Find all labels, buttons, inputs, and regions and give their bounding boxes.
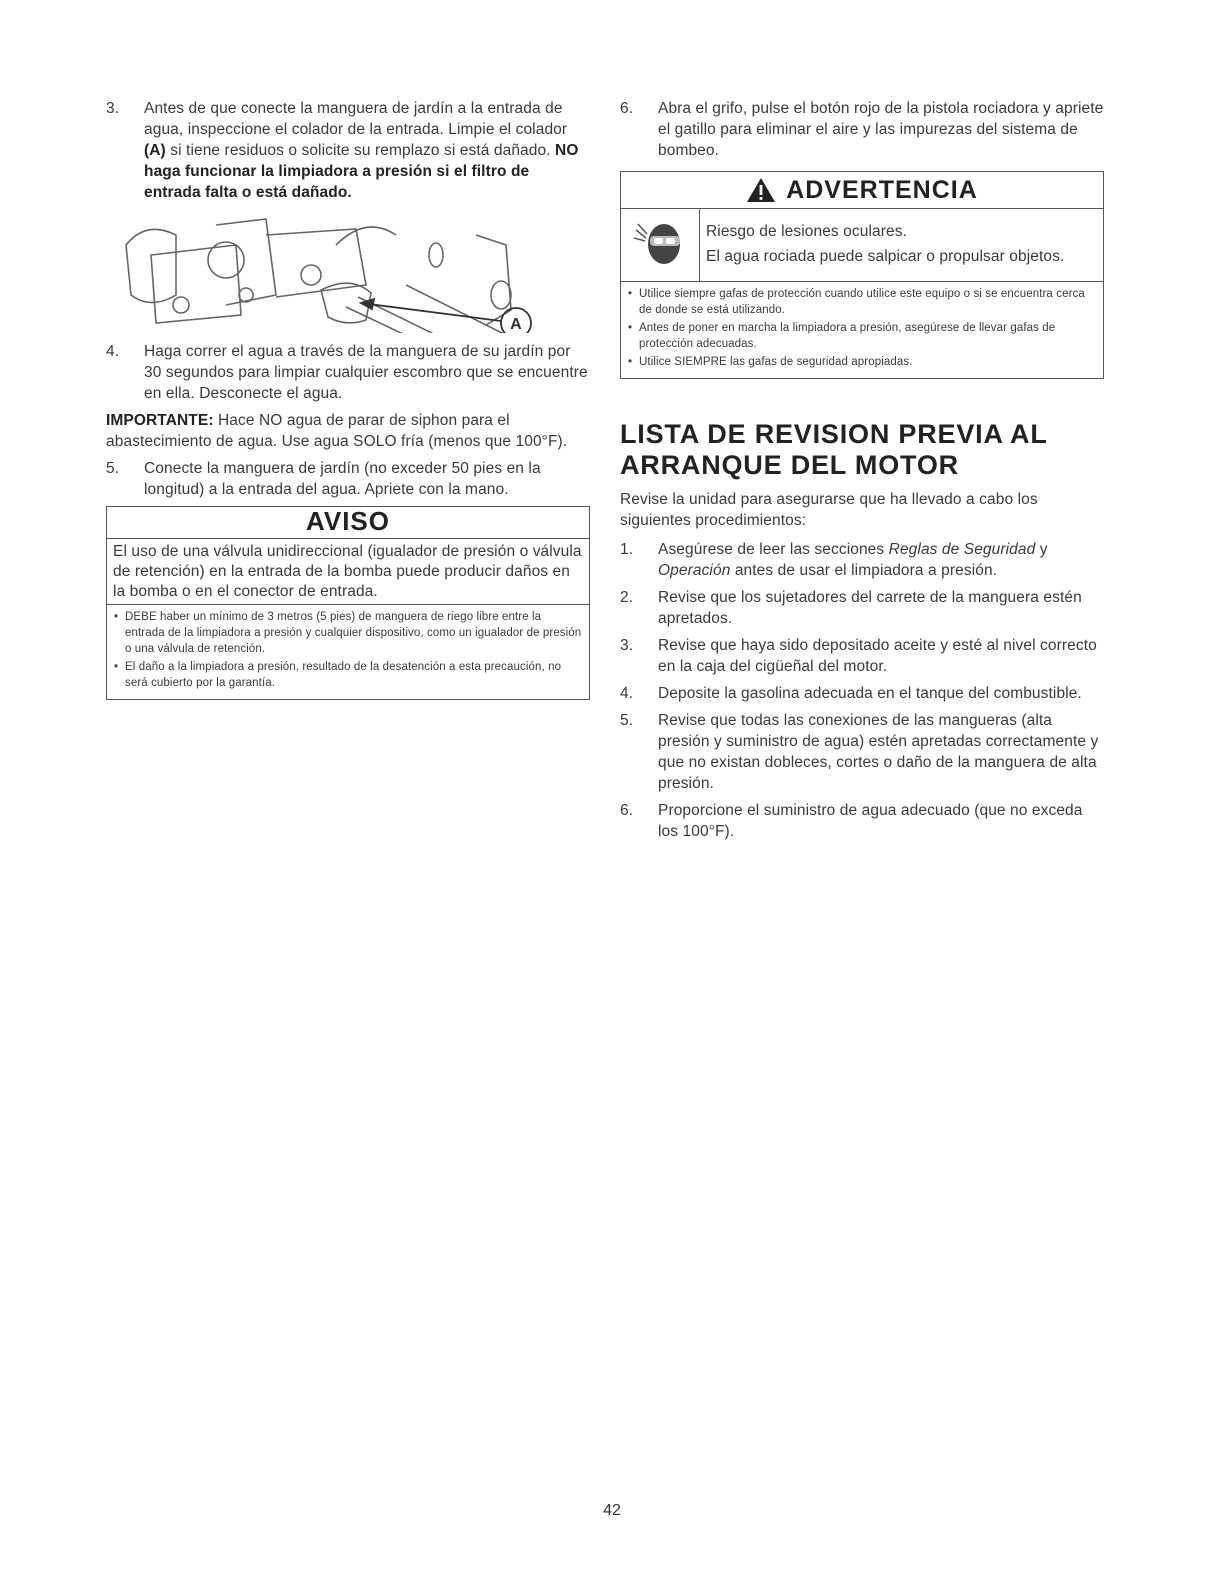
list-item: • El daño a la limpiadora a presión, resultado de la desatención a esta precaución, no será cubierto por la garantía. (113, 659, 583, 691)
list-item: • Antes de poner en marcha la limpiadora a presión, asegúrese de llevar gafas de protección adecuadas. (627, 320, 1097, 352)
advertencia-title: ADVERTENCIA (786, 175, 978, 204)
callout-a-label: A (510, 316, 522, 333)
warning-triangle-icon (746, 177, 776, 203)
checklist-item: 5. Revise que todas las conexiones de las mangueras (alta presión y suministro de agua) estén apretadas correctamente y que no existan dobleces, cortes o daño de la manguera de alta presión. (620, 712, 1099, 792)
important-note (106, 410, 590, 452)
step-number: 1. (620, 541, 634, 558)
step-number: 5. (106, 460, 120, 477)
advertencia-bullets (621, 282, 1103, 378)
advertencia-box (620, 171, 1104, 379)
step-text: Conecte la manguera de jardín (no exceder 50 pies en la longitud) a la entrada del agua. Apriete con la mano. (144, 460, 541, 498)
important-text: Hace NO agua de parar de siphon para el abastecimiento de agua. Use agua SOLO fría (menos que 100°F). (106, 412, 568, 450)
checklist-item: 2. Revise que los sujetadores del carrete de la manguera estén apretados. (620, 589, 1082, 627)
list-item: • Utilice siempre gafas de protección cuando utilice este equipo o si se encuentra cerca de donde se está utilizando. (627, 286, 1097, 318)
section-ref: Reglas de Seguridad (888, 541, 1036, 558)
list-item: • Utilice SIEMPRE las gafas de seguridad apropiadas. (627, 354, 1097, 370)
step-6 (620, 98, 1104, 161)
step-text: Antes de que conecte la manguera de jardín a la entrada de agua, inspeccione el colador de la entrada. Limpie el colador (A) si tiene residuos o solicite su remplazo si está dañado. NO haga funcionar la limpiadora a presión si el filtro de entrada falta o está dañado. (144, 100, 579, 201)
left-column (106, 98, 590, 700)
section-ref: Operación (658, 562, 731, 579)
checklist-item: 6. Proporcione el suministro de agua adecuado (que no exceda los 100°F). (620, 802, 1083, 840)
hazard-line-2: El agua rociada puede salpicar o propulsar objetos. (706, 248, 1065, 265)
aviso-box (106, 506, 590, 700)
advertencia-hazard-text (700, 209, 1070, 281)
step-4 (106, 341, 590, 404)
safety-goggles-icon (621, 209, 700, 281)
aviso-title: AVISO (107, 507, 589, 539)
right-column (620, 98, 1104, 848)
step-number: 6. (620, 100, 634, 117)
step-text: Abra el grifo, pulse el botón rojo de la pistola rociadora y apriete el gatillo para eliminar el aire y las impurezas del sistema de bombeo. (658, 100, 1104, 159)
step-text: Haga correr el agua a través de la manguera de su jardín por 30 segundos para limpiar cualquier escombro que se encuentre en ella. Desconecte el agua. (144, 343, 588, 402)
step-5 (106, 458, 590, 500)
advertencia-hazard (621, 209, 1103, 282)
step-number: 4. (106, 343, 120, 360)
aviso-bullets (107, 605, 589, 699)
step-text: Asegúrese de leer las secciones Reglas de Seguridad y Operación antes de usar el limpiadora a presión. (658, 541, 1048, 579)
pump-inlet-drawing (106, 215, 590, 333)
list-item: • DEBE haber un mínimo de 3 metros (5 pies) de manguera de riego libre entre la entrada de la limpiadora a presión y cualquier dispositivo, como un igualador de presión o una válvula de retención. (113, 609, 583, 657)
checklist-item: 4. Deposite la gasolina adecuada en el tanque del combustible. (620, 685, 1082, 702)
page-number: 42 (603, 1502, 621, 1519)
warning-bold-text: NO haga funcionar la limpiadora a presión si el filtro de entrada falta o está dañado. (144, 142, 579, 201)
checklist-item: 3. Revise que haya sido depositado aceite y esté al nivel correcto en la caja del cigüeñal del motor. (620, 637, 1097, 675)
step-3 (106, 98, 590, 203)
callout-ref: (A) (144, 142, 166, 159)
checklist-intro: Revise la unidad para asegurarse que ha llevado a cabo los siguientes procedimientos: (620, 491, 1038, 529)
checklist-heading: LISTA DE REVISION PREVIA AL ARRANQUE DEL MOTOR (620, 419, 1048, 480)
advertencia-header (621, 172, 1103, 209)
checklist-item-1 (620, 539, 1104, 581)
inlet-strainer-illustration (106, 215, 590, 333)
hazard-line-1: Riesgo de lesiones oculares. (706, 223, 907, 240)
step-number: 3. (106, 100, 120, 117)
aviso-text: El uso de una válvula unidireccional (igualador de presión o válvula de retención) en la entrada de la bomba puede producir daños en la bomba o en el conector de entrada. (107, 539, 589, 605)
important-label: IMPORTANTE: (106, 412, 214, 429)
